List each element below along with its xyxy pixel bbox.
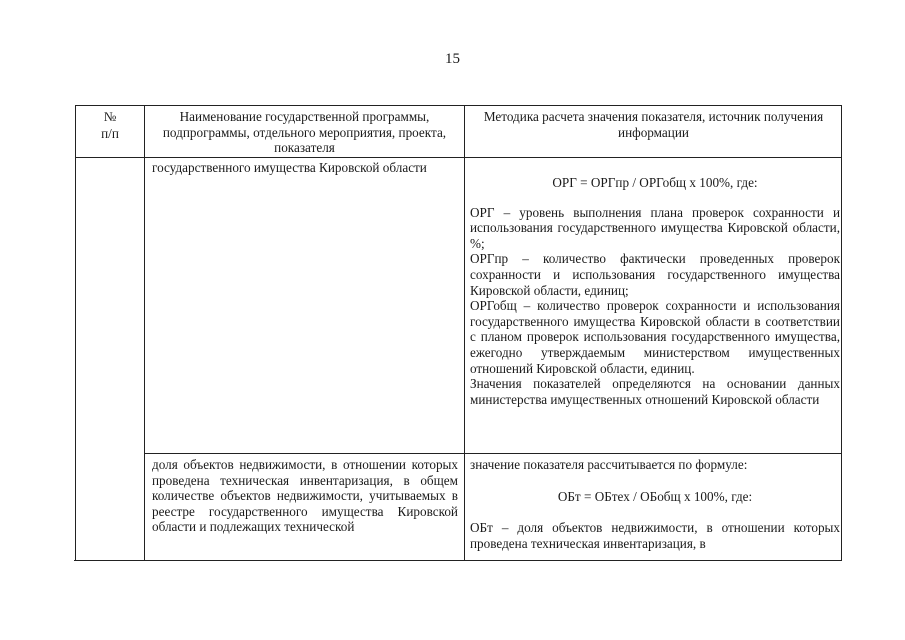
- indicator-table: [75, 105, 842, 561]
- page-number: 15: [445, 51, 460, 67]
- row1-formula: ОРГ = ОРГпр / ОРГобщ х 100%, где:: [552, 175, 758, 190]
- column-divider-1: [144, 106, 145, 561]
- row2-method: [470, 457, 840, 551]
- table-bottom-rule: [74, 560, 841, 561]
- row2-intro: значение показателя рассчитывается по формуле:: [470, 457, 748, 472]
- row1-def-orgobsch: ОРГобщ – количество проверок сохранности и использования государственного имущества Кировской области в соответствии с планом проверок использования государственного имущества, ежегодно утверждаемым министерством имущественных отношений Кировской области, единиц.: [470, 298, 840, 376]
- row2-formula: ОБт = ОБтех / ОБобщ х 100%, где:: [557, 488, 753, 504]
- header-number: № п/п: [101, 109, 119, 141]
- row1-def-orgpr: ОРГпр – количество фактически проведенных проверок сохранности и использования государственного имущества Кировской области, единиц;: [470, 251, 840, 298]
- row1-method: [470, 175, 840, 407]
- header-method: Методика расчета значения показателя, источник получения информации: [483, 109, 824, 140]
- header-name: Наименование государственной программы, подпрограммы, отдельного мероприятия, проекта, показателя: [162, 109, 447, 156]
- row2-name: доля объектов недвижимости, в отношении которых проведена техническая инвентаризация, в общем количестве объектов недвижимости, учитываемых в реестре государственного имущества Кировской области и подлежащих технической: [152, 457, 458, 535]
- row-divider: [144, 453, 841, 454]
- row1-def-org: ОРГ – уровень выполнения плана проверок сохранности и использования государственного имущества Кировской области, %;: [470, 204, 840, 251]
- column-divider-2: [464, 106, 465, 561]
- header-rule: [76, 157, 841, 158]
- row1-name: государственного имущества Кировской области: [152, 160, 427, 175]
- row2-def-obt: ОБт – доля объектов недвижимости, в отношении которых проведена техническая инвентаризация, в: [470, 520, 840, 551]
- row1-source-note: Значения показателей определяются на основании данных министерства имущественных отношений Кировской области: [470, 376, 840, 407]
